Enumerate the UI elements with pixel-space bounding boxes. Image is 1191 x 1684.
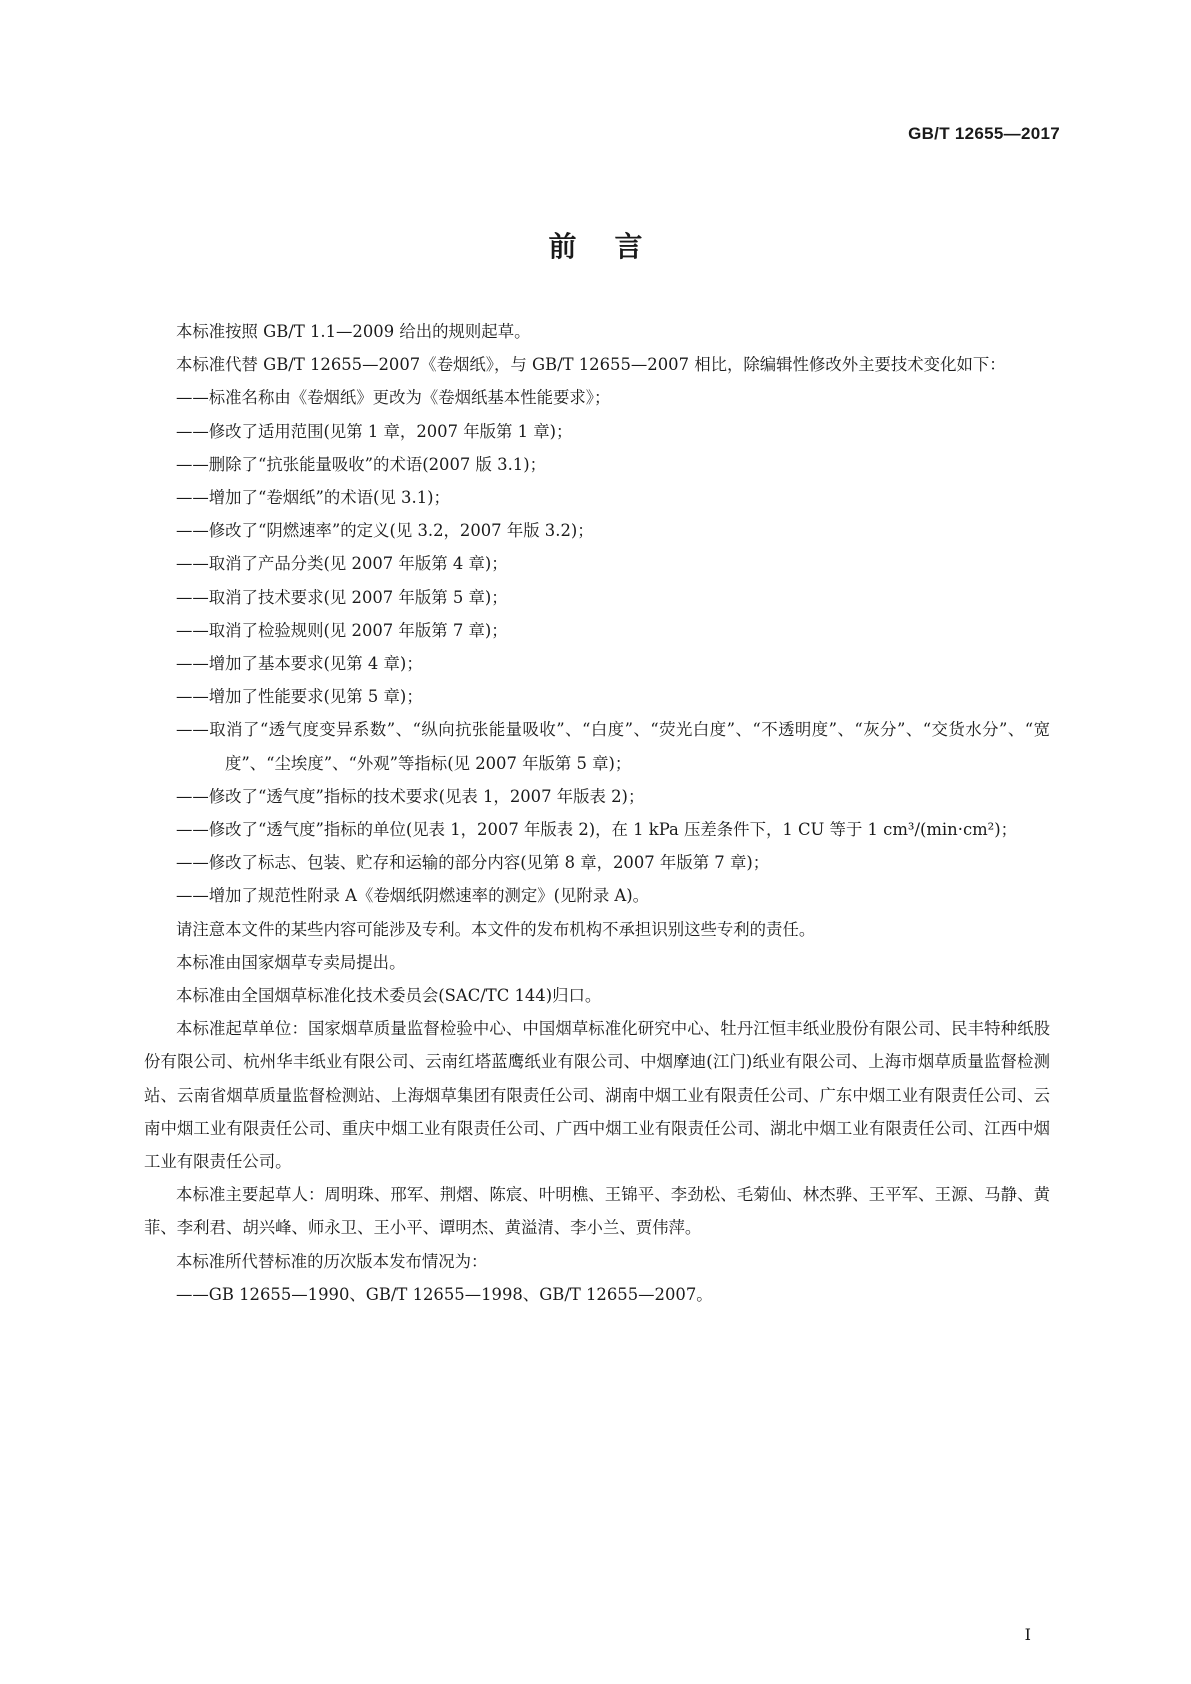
paragraph: 本标准由国家烟草专卖局提出。: [176, 952, 406, 972]
paragraph: 本标准代替 GB/T 12655—2007《卷烟纸》，与 GB/T 12655—2007 相比，除编辑性修改外主要技术变化如下：: [176, 355, 1006, 375]
foreword-body: [144, 315, 1050, 1311]
paragraph: 本标准主要起草人：周明珠、邢军、荆熠、陈宸、叶明樵、王锦平、李劲松、毛菊仙、林杰骅、王平军、王源、马静、黄菲、李利君、胡兴峰、师永卫、王小平、谭明杰、黄溢清、李小兰、贾伟萍。: [144, 1185, 1050, 1238]
change-item: ——标准名称由《卷烟纸》更改为《卷烟纸基本性能要求》；: [176, 388, 611, 408]
paragraph: 本标准所代替标准的历次版本发布情况为：: [176, 1251, 488, 1271]
change-item: ——修改了标志、包装、贮存和运输的部分内容(见第 8 章，2007 年版第 7 章)；: [176, 853, 770, 873]
change-item: ——删除了“抗张能量吸收”的术语(2007 版 3.1)；: [176, 454, 546, 474]
change-item: ——修改了适用范围(见第 1 章，2007 年版第 1 章)；: [176, 421, 573, 441]
change-item: ——修改了“透气度”指标的技术要求(见表 1，2007 年版表 2)；: [176, 786, 645, 806]
change-item: ——取消了技术要求(见 2007 年版第 5 章)；: [176, 587, 508, 607]
change-item: ——增加了规范性附录 A《卷烟纸阴燃速率的测定》(见附录 A)。: [176, 886, 650, 906]
change-item: ——取消了检验规则(见 2007 年版第 7 章)；: [176, 620, 508, 640]
standard-number: GB/T 12655—2017: [908, 124, 1060, 143]
change-item: ——增加了“卷烟纸”的术语(见 3.1)；: [176, 488, 450, 508]
paragraph: 请注意本文件的某些内容可能涉及专利。本文件的发布机构不承担识别这些专利的责任。: [176, 919, 816, 939]
page-number: I: [1024, 1625, 1031, 1644]
paragraph: 本标准按照 GB/T 1.1—2009 给出的规则起草。: [176, 322, 531, 341]
change-item: ——增加了性能要求(见第 5 章)；: [176, 687, 423, 707]
change-item: ——修改了“阴燃速率”的定义(见 3.2，2007 年版 3.2)；: [176, 521, 594, 541]
change-item: ——取消了“透气度变异系数”、“纵向抗张能量吸收”、“白度”、“荧光白度”、“不透明度”、“灰分”、“交货水分”、“宽度”、“尘埃度”、“外观”等指标(见 2007 年版第 5 章)；: [176, 720, 1050, 773]
paragraph: 本标准起草单位：国家烟草质量监督检验中心、中国烟草标准化研究中心、牡丹江恒丰纸业股份有限公司、民丰特种纸股份有限公司、杭州华丰纸业有限公司、云南红塔蓝鹰纸业有限公司、中烟摩迪(江门)纸业有限公司、上海市烟草质量监督检测站、云南省烟草质量监督检测站、上海烟草集团有限责任公司、湖南中烟工业有限责任公司、广东中烟工业有限责任公司、云南中烟工业有限责任公司、重庆中烟工业有限责任公司、广西中烟工业有限责任公司、湖北中烟工业有限责任公司、江西中烟工业有限责任公司。: [144, 1019, 1050, 1172]
change-item: ——增加了基本要求(见第 4 章)；: [176, 654, 423, 674]
change-item: ——修改了“透气度”指标的单位(见表 1，2007 年版表 2)，在 1 kPa 压差条件下，1 CU 等于 1 cm³/(min·cm²)；: [176, 820, 1018, 840]
change-item: ——取消了产品分类(见 2007 年版第 4 章)；: [176, 554, 508, 574]
paragraph: 本标准由全国烟草标准化技术委员会(SAC/TC 144)归口。: [176, 986, 602, 1006]
history-item: ——GB 12655—1990、GB/T 12655—1998、GB/T 12655—2007。: [176, 1284, 713, 1304]
page-title: 前言: [548, 230, 681, 263]
